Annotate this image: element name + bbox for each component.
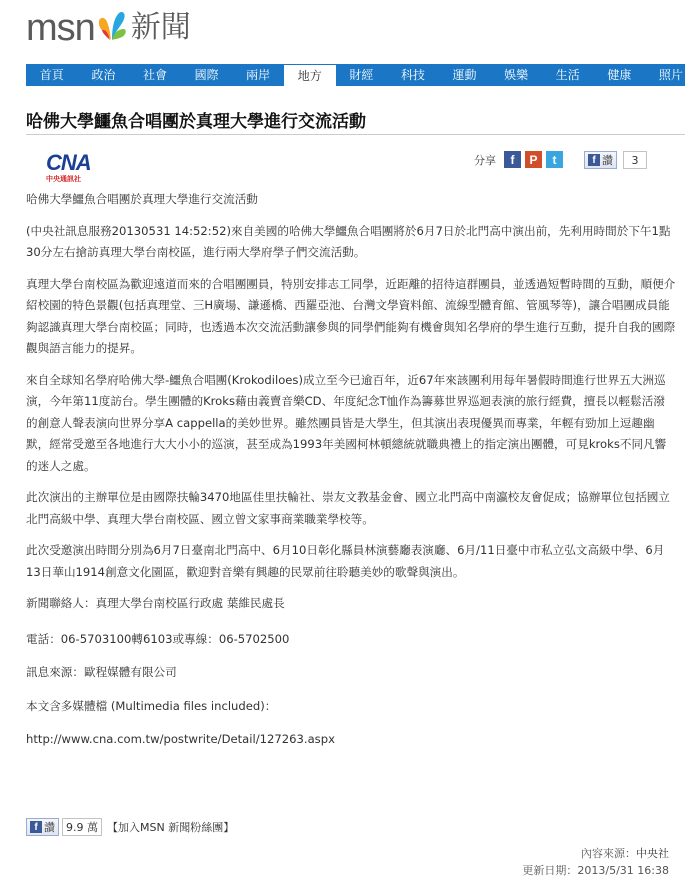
bottom-like-label: 讚	[44, 821, 55, 834]
nav-item[interactable]: 國際	[194, 68, 219, 82]
cna-logo-text: CNA	[46, 150, 91, 175]
plurk-share-icon[interactable]: P	[525, 151, 542, 168]
nav-item[interactable]: 財經	[349, 68, 374, 82]
like-button[interactable]	[584, 151, 617, 169]
article-paragraph: (中央社訊息服務20130531 14:52:52)來自美國的哈佛大學鱷魚合唱團將於6月7日於北門高中演出前，先利用時間於下午1點30分左右搶訪真理大學台南校區，進行兩大學府學子們交流活動。	[26, 223, 671, 259]
cna-logo	[46, 150, 96, 186]
nav-item[interactable]: 娛樂	[504, 68, 529, 82]
share-bar	[474, 151, 563, 168]
like-count: 3	[623, 151, 647, 169]
nav-item[interactable]: 科技	[400, 68, 425, 82]
article-paragraph[interactable]: http://www.cna.com.tw/postwrite/Detail/127263.aspx	[26, 732, 335, 746]
article-paragraph: 真理大學台南校區為歡迎遠道而來的合唱團團員，特別安排志工同學，近距離的招待這群團員，並透過短暫時間的互動，順便介紹校園的特色景觀(包括真理堂、三H廣場、謙遜橋、西羅亞池、台灣文學資料館、流線型體育館、管風琴等)，讓合唱團成員能夠認識真理大學台南校區；同時，也透過本次交流活動讓參與的同學們能夠有機會與知名學府的學生進行互動，提升自我的國際觀與語言能力的提昇。	[26, 276, 676, 355]
nav-item[interactable]: 社會	[142, 68, 167, 82]
article-paragraph: 哈佛大學鱷魚合唱團於真理大學進行交流活動	[26, 192, 258, 206]
logo-msn-text: msn	[26, 7, 95, 49]
main-navigation	[26, 64, 685, 86]
article-title: 哈佛大學鱷魚合唱團於真理大學進行交流活動	[26, 112, 366, 132]
butterfly-icon	[97, 10, 127, 44]
msn-news-logo[interactable]	[26, 8, 191, 48]
bottom-like-button[interactable]	[26, 818, 59, 836]
source-label: 內容來源：	[581, 847, 636, 860]
like-label: 讚	[602, 154, 613, 167]
bottom-like-widget	[26, 818, 234, 836]
facebook-icon: f	[588, 154, 600, 166]
nav-item[interactable]: 兩岸	[246, 68, 271, 82]
title-divider	[26, 134, 685, 135]
site-header	[0, 0, 685, 64]
like-widget	[584, 151, 647, 169]
article-paragraph: 本文含多媒體檔 (Multimedia files included)：	[26, 698, 277, 713]
nav-item[interactable]: 地方	[284, 64, 336, 86]
cna-logo-subtitle: 中央通訊社	[46, 175, 81, 183]
nav-item[interactable]: 健康	[607, 68, 632, 82]
share-label: 分享	[474, 153, 496, 167]
content-source	[581, 845, 669, 861]
updated-date: 更新日期：2013/5/31 16:38	[522, 864, 669, 877]
article-paragraph: 電話：06-5703100轉6103或專線：06-5702500	[26, 631, 290, 646]
fan-page-link[interactable]: 【加入MSN 新聞粉絲團】	[107, 821, 235, 834]
article-paragraph: 訊息來源：歐程媒體有限公司	[26, 665, 177, 679]
nav-item[interactable]: 運動	[452, 68, 477, 82]
nav-item[interactable]: 生活	[555, 68, 580, 82]
article-body	[26, 189, 676, 765]
nav-item[interactable]: 照片	[658, 68, 683, 82]
twitter-share-icon[interactable]: t	[546, 151, 563, 168]
article-paragraph: 新聞聯絡人：真理大學台南校區行政處 葉維民處長	[26, 596, 285, 610]
article-paragraph: 此次演出的主辦單位是由國際扶輪3470地區佳里扶輪社、崇友文教基金會、國立北門高中南瀛校友會促成；協辦單位包括國立北門高級中學、真理大學台南校區、國立曾文家事商業職業學校等。	[26, 490, 670, 526]
logo-section-text: 新聞	[130, 10, 191, 45]
facebook-share-icon[interactable]: f	[504, 151, 521, 168]
nav-item[interactable]: 政治	[91, 68, 116, 82]
nav-item[interactable]: 首頁	[39, 68, 64, 82]
facebook-icon: f	[30, 821, 42, 833]
bottom-like-count: 9.9 萬	[62, 818, 102, 836]
article-paragraph: 來自全球知名學府哈佛大學-鱷魚合唱團(Krokodiloes)成立至今已逾百年，近67年來該團利用每年暑假時間進行世界五大洲巡演，今年第11度訪台。學生團體的Kroks藉由義賣音樂CD、年度紀念T恤作為籌募世界巡迴表演的旅行經費，擅長以輕鬆活潑的創意人聲表演向世界分享A cappella的美妙世界。雖然團員皆是大學生，但其演出表現優異而專業，年輕有勁加上逗趣幽默，經常受邀至各地進行大大小小的巡演，甚至成為1993年美國柯林頓總統就職典禮上的指定演出團體，可見kroks不同凡響的迷人之處。	[26, 372, 667, 473]
article-paragraph: 此次受邀演出時間分別為6月7日臺南北門高中、6月10日彰化縣員林演藝廳表演廳、6月/11日臺中市私立弘文高級中學、6月13日華山1914創意文化園區，歡迎對音樂有興趣的民眾前往聆聽美妙的歌聲與演出。	[26, 543, 665, 579]
source-link[interactable]: 中央社	[636, 847, 669, 860]
